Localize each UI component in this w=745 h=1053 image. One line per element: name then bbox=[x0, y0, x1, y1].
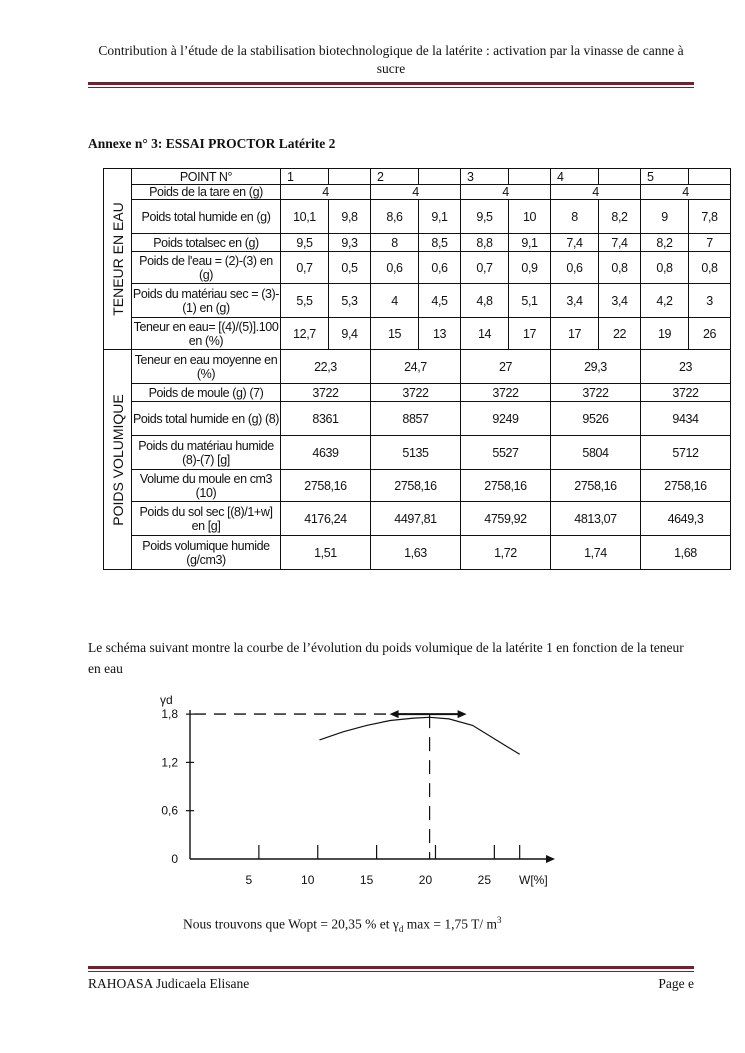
proctor-table bbox=[103, 168, 731, 570]
cell-value: 7,4 bbox=[611, 235, 628, 250]
row-label-text: Poids du matériau humide (8)-(7) [g] bbox=[138, 438, 274, 467]
table-cell bbox=[329, 200, 371, 234]
cell-value: 5712 bbox=[672, 445, 699, 460]
table-cell bbox=[551, 536, 641, 570]
table-cell bbox=[281, 185, 371, 200]
table-cell bbox=[281, 384, 371, 402]
footer-rule-thin bbox=[88, 971, 694, 972]
table-cell bbox=[419, 252, 461, 284]
cell-value: 1,63 bbox=[404, 545, 427, 560]
row-label bbox=[132, 536, 281, 570]
result-statement bbox=[183, 915, 501, 934]
table-cell bbox=[461, 436, 551, 470]
table-cell bbox=[461, 470, 551, 502]
table-cell bbox=[689, 234, 731, 252]
cell-value: 13 bbox=[432, 326, 447, 341]
cell-value: 4,5 bbox=[431, 293, 448, 308]
table-cell bbox=[599, 252, 641, 284]
cell-value: 3 bbox=[706, 293, 713, 308]
x-axis-arrowhead bbox=[546, 855, 555, 863]
gamma-symbol: γ bbox=[392, 916, 399, 932]
x-axis-label: W[%] bbox=[519, 873, 548, 887]
row-label bbox=[132, 350, 281, 384]
table-cell bbox=[419, 284, 461, 318]
table-cell bbox=[371, 384, 461, 402]
cell-value: 4176,24 bbox=[304, 511, 347, 526]
cell-value: 2758,16 bbox=[394, 478, 437, 493]
y-tick-label: 0,6 bbox=[161, 803, 178, 818]
header-rule bbox=[88, 82, 694, 85]
annex-title: Annexe n° 3: ESSAI PROCTOR Latérite 2 bbox=[88, 136, 336, 151]
y-tick-label: 1,8 bbox=[161, 707, 178, 722]
table-cell bbox=[371, 200, 419, 234]
point-header-label: POINT N° bbox=[179, 169, 233, 184]
row-label bbox=[132, 436, 281, 470]
footer-rule bbox=[88, 966, 694, 969]
cell-value: 9249 bbox=[492, 411, 519, 426]
empty-cell bbox=[599, 169, 641, 185]
table-cell bbox=[689, 252, 731, 284]
table-cell bbox=[641, 200, 689, 234]
page-header: Contribution à l’étude de la stabilisation biotechnologique de la latérite : activation par la vinasse de canne à sucre bbox=[98, 43, 684, 76]
table-cell bbox=[371, 234, 419, 252]
table-row bbox=[104, 436, 731, 470]
cell-value: 1,51 bbox=[314, 545, 337, 560]
cell-value: 9 bbox=[661, 209, 668, 224]
cell-value: 3722 bbox=[672, 385, 699, 400]
table-row bbox=[104, 318, 731, 350]
cell-value: 0,9 bbox=[521, 260, 538, 275]
cell-value: 0,8 bbox=[611, 260, 628, 275]
cell-value: 0,8 bbox=[701, 260, 718, 275]
row-label-text: Teneur en eau moyenne en (%) bbox=[134, 352, 278, 381]
cell-value: 8361 bbox=[312, 411, 339, 426]
table-row bbox=[104, 234, 731, 252]
table-cell bbox=[551, 402, 641, 436]
section-label-teneur-en-eau bbox=[104, 169, 132, 350]
cell-value: 9,5 bbox=[296, 235, 313, 250]
cell-value: 26 bbox=[702, 326, 717, 341]
cell-value: 17 bbox=[522, 326, 537, 341]
cell-value: 10,1 bbox=[293, 209, 316, 224]
table-cell bbox=[281, 252, 329, 284]
cell-value: 22,3 bbox=[314, 359, 337, 374]
table-cell bbox=[641, 185, 731, 200]
cell-value: 29,3 bbox=[584, 359, 607, 374]
table-cell bbox=[461, 200, 509, 234]
cell-value: 8 bbox=[571, 209, 578, 224]
footer-page-number: Page e bbox=[658, 976, 694, 991]
cell-value: 2758,16 bbox=[574, 478, 617, 493]
table-cell bbox=[371, 252, 419, 284]
table-cell bbox=[281, 502, 371, 536]
table-cell bbox=[551, 185, 641, 200]
table-cell bbox=[461, 185, 551, 200]
tangent-arrow-left bbox=[390, 710, 399, 718]
table-cell bbox=[641, 402, 731, 436]
table-cell bbox=[281, 234, 329, 252]
row-label bbox=[132, 284, 281, 318]
cell-value: 10 bbox=[522, 209, 537, 224]
x-tick-label: 15 bbox=[359, 873, 374, 887]
table-cell bbox=[329, 284, 371, 318]
cell-value: 3722 bbox=[492, 385, 519, 400]
table-cell bbox=[461, 402, 551, 436]
table-cell bbox=[551, 200, 599, 234]
empty-cell bbox=[419, 169, 461, 185]
tangent-arrow-right bbox=[458, 710, 467, 718]
row-label-text: Poids total humide en (g) (8) bbox=[132, 411, 280, 426]
table-row bbox=[104, 470, 731, 502]
point-number: 5 bbox=[647, 169, 654, 184]
table-cell bbox=[371, 284, 419, 318]
cell-value: 8,5 bbox=[431, 235, 448, 250]
row-label-text: Poids du matériau sec = (3)-(1) en (g) bbox=[132, 286, 280, 315]
result-middle: max = 1,75 T/ m bbox=[403, 916, 497, 932]
table-cell bbox=[371, 470, 461, 502]
empty-cell bbox=[509, 169, 551, 185]
cell-value: 5527 bbox=[492, 445, 519, 460]
cell-value: 8,6 bbox=[386, 209, 403, 224]
cell-value: 4 bbox=[391, 293, 398, 308]
cell-value: 3722 bbox=[582, 385, 609, 400]
cell-value: 4 bbox=[592, 185, 599, 199]
proctor-curve-chart bbox=[140, 690, 570, 900]
cell-value: 4 bbox=[322, 185, 329, 199]
y-tick-label: 1,2 bbox=[161, 755, 178, 770]
table-cell bbox=[281, 536, 371, 570]
row-label-text: Poids totalsec en (g) bbox=[153, 235, 259, 250]
row-label bbox=[132, 185, 281, 200]
cell-value: 24,7 bbox=[404, 359, 427, 374]
table-cell bbox=[641, 502, 731, 536]
point-number-cell bbox=[461, 169, 509, 185]
row-label-text: Poids de l'eau = (2)-(3) en (g) bbox=[139, 253, 273, 282]
table-cell bbox=[329, 234, 371, 252]
cell-value: 9526 bbox=[582, 411, 609, 426]
point-number: 1 bbox=[287, 169, 294, 184]
point-number-cell bbox=[371, 169, 419, 185]
cell-value: 4,8 bbox=[476, 293, 493, 308]
table-cell bbox=[419, 234, 461, 252]
table-cell bbox=[509, 284, 551, 318]
x-tick-label: 10 bbox=[301, 873, 315, 887]
cell-value: 8 bbox=[391, 235, 398, 250]
table-cell bbox=[689, 284, 731, 318]
cell-value: 0,5 bbox=[341, 260, 358, 275]
table-cell bbox=[599, 200, 641, 234]
table-cell bbox=[371, 536, 461, 570]
cell-value: 1,68 bbox=[674, 545, 697, 560]
table-cell bbox=[419, 200, 461, 234]
table-cell bbox=[371, 436, 461, 470]
cell-value: 19 bbox=[657, 326, 672, 341]
cell-value: 4 bbox=[412, 185, 419, 199]
cell-value: 0,8 bbox=[656, 260, 673, 275]
proctor-curve bbox=[320, 717, 520, 754]
cell-value: 0,6 bbox=[386, 260, 403, 275]
section-label-poids-volumique bbox=[104, 350, 132, 570]
cell-value: 5,5 bbox=[296, 293, 313, 308]
cell-value: 8857 bbox=[402, 411, 429, 426]
x-tick-label: 25 bbox=[477, 873, 492, 887]
table-cell bbox=[689, 318, 731, 350]
section-label-text: POIDS VOLUMIQUE bbox=[109, 393, 126, 526]
table-cell bbox=[551, 470, 641, 502]
cell-value: 0,6 bbox=[431, 260, 448, 275]
cell-value: 22 bbox=[612, 326, 627, 341]
row-label bbox=[132, 200, 281, 234]
table-cell bbox=[599, 284, 641, 318]
table-cell bbox=[371, 318, 419, 350]
table-cell bbox=[461, 318, 509, 350]
y-tick-label: 0 bbox=[171, 852, 178, 866]
cell-value: 4 bbox=[682, 185, 689, 199]
cell-value: 3722 bbox=[312, 385, 339, 400]
table-cell bbox=[329, 252, 371, 284]
table-cell bbox=[419, 318, 461, 350]
cell-value: 0,7 bbox=[476, 260, 493, 275]
cell-value: 9,5 bbox=[476, 209, 493, 224]
row-label-text: Poids de moule (g) (7) bbox=[148, 385, 264, 400]
cell-value: 8,2 bbox=[611, 209, 628, 224]
x-tick-label: 20 bbox=[418, 873, 433, 887]
table-cell bbox=[641, 234, 689, 252]
cell-value: 1,72 bbox=[494, 545, 517, 560]
table-cell bbox=[461, 502, 551, 536]
point-number-cell bbox=[641, 169, 689, 185]
cell-value: 4,2 bbox=[656, 293, 673, 308]
row-label bbox=[132, 402, 281, 436]
table-cell bbox=[641, 350, 731, 384]
table-cell bbox=[551, 252, 599, 284]
gamma-subscript: d bbox=[398, 924, 404, 935]
cell-value: 8,8 bbox=[476, 235, 493, 250]
table-cell bbox=[551, 284, 599, 318]
table-cell bbox=[281, 200, 329, 234]
cell-value: 2758,16 bbox=[484, 478, 527, 493]
empty-cell bbox=[329, 169, 371, 185]
cell-value: 4649,3 bbox=[667, 511, 704, 526]
point-number: 4 bbox=[557, 169, 564, 184]
cell-value: 7 bbox=[706, 235, 713, 250]
table-row bbox=[104, 200, 731, 234]
cell-value: 15 bbox=[387, 326, 402, 341]
row-label bbox=[132, 384, 281, 402]
row-label bbox=[132, 318, 281, 350]
row-label-text: Teneur en eau= [(4)/(5)].100 en (%) bbox=[133, 319, 279, 348]
cell-value: 1,74 bbox=[584, 545, 607, 560]
table-cell bbox=[281, 318, 329, 350]
table-cell bbox=[371, 402, 461, 436]
table-cell bbox=[509, 200, 551, 234]
table-row bbox=[104, 252, 731, 284]
table-cell bbox=[599, 318, 641, 350]
table-cell bbox=[641, 436, 731, 470]
cell-value: 27 bbox=[498, 359, 513, 374]
table-cell bbox=[641, 284, 689, 318]
cell-value: 4759,92 bbox=[484, 511, 527, 526]
point-number-cell bbox=[551, 169, 599, 185]
table-row bbox=[104, 185, 731, 200]
section-label-text: TENEUR EN EAU bbox=[109, 202, 126, 316]
proctor-table-container bbox=[103, 168, 731, 570]
table-cell bbox=[509, 234, 551, 252]
table-cell bbox=[461, 252, 509, 284]
table-cell bbox=[551, 436, 641, 470]
cell-value: 5804 bbox=[582, 445, 609, 460]
table-cell bbox=[371, 502, 461, 536]
table-cell bbox=[641, 252, 689, 284]
table-cell bbox=[599, 234, 641, 252]
table-row bbox=[104, 169, 731, 185]
cell-value: 17 bbox=[567, 326, 582, 341]
cell-value: 2758,16 bbox=[664, 478, 707, 493]
cell-value: 3,4 bbox=[566, 293, 583, 308]
table-cell bbox=[641, 318, 689, 350]
table-row bbox=[104, 502, 731, 536]
unit-exponent: 3 bbox=[496, 915, 502, 925]
cell-value: 12,7 bbox=[293, 326, 316, 341]
table-cell bbox=[551, 234, 599, 252]
table-cell bbox=[551, 350, 641, 384]
row-label bbox=[132, 502, 281, 536]
cell-value: 5,3 bbox=[341, 293, 358, 308]
table-row bbox=[104, 350, 731, 384]
cell-value: 8,2 bbox=[656, 235, 673, 250]
cell-value: 14 bbox=[477, 326, 492, 341]
table-cell bbox=[461, 284, 509, 318]
row-label-text: Poids volumique humide (g/cm3) bbox=[142, 538, 270, 567]
table-cell bbox=[281, 436, 371, 470]
table-cell bbox=[641, 384, 731, 402]
result-prefix: Nous trouvons que Wopt = 20,35 % et bbox=[183, 916, 393, 932]
row-label-text: Poids total humide en (g) bbox=[141, 209, 271, 224]
table-cell bbox=[329, 318, 371, 350]
cell-value: 4497,81 bbox=[394, 511, 437, 526]
table-cell bbox=[551, 502, 641, 536]
row-label-text: Poids du sol sec [(8)/1+w] en [g] bbox=[139, 504, 273, 533]
table-cell bbox=[461, 536, 551, 570]
cell-value: 4639 bbox=[312, 445, 339, 460]
cell-value: 9,1 bbox=[521, 235, 538, 250]
y-axis-label: γd bbox=[160, 693, 173, 707]
cell-value: 23 bbox=[678, 359, 693, 374]
table-cell bbox=[281, 470, 371, 502]
table-cell bbox=[641, 536, 731, 570]
table-cell bbox=[509, 252, 551, 284]
point-number: 3 bbox=[467, 169, 474, 184]
table-cell bbox=[689, 200, 731, 234]
cell-value: 7,8 bbox=[701, 209, 718, 224]
table-row bbox=[104, 384, 731, 402]
table-cell bbox=[371, 185, 461, 200]
cell-value: 9,1 bbox=[431, 209, 448, 224]
point-header-cell bbox=[132, 169, 281, 185]
cell-value: 3,4 bbox=[611, 293, 628, 308]
table-cell bbox=[461, 384, 551, 402]
row-label-text: Poids de la tare en (g) bbox=[149, 185, 263, 199]
table-cell bbox=[281, 284, 329, 318]
table-cell bbox=[371, 350, 461, 384]
cell-value: 4 bbox=[502, 185, 509, 199]
point-number-cell bbox=[281, 169, 329, 185]
row-label bbox=[132, 470, 281, 502]
cell-value: 3722 bbox=[402, 385, 429, 400]
table-row bbox=[104, 536, 731, 570]
point-number: 2 bbox=[377, 169, 384, 184]
table-cell bbox=[281, 402, 371, 436]
row-label bbox=[132, 252, 281, 284]
table-row bbox=[104, 284, 731, 318]
chart-intro-text: Le schéma suivant montre la courbe de l’évolution du poids volumique de la latérite 1 en fonction de la teneur en eau bbox=[88, 640, 684, 676]
table-cell bbox=[509, 318, 551, 350]
cell-value: 4813,07 bbox=[574, 511, 617, 526]
empty-cell bbox=[689, 169, 731, 185]
table-cell bbox=[551, 318, 599, 350]
cell-value: 9,4 bbox=[341, 326, 358, 341]
table-row bbox=[104, 402, 731, 436]
cell-value: 7,4 bbox=[566, 235, 583, 250]
cell-value: 9,3 bbox=[341, 235, 358, 250]
table-cell bbox=[281, 350, 371, 384]
cell-value: 0,6 bbox=[566, 260, 583, 275]
header-rule-thin bbox=[88, 87, 694, 88]
table-cell bbox=[461, 234, 509, 252]
table-cell bbox=[551, 384, 641, 402]
cell-value: 2758,16 bbox=[304, 478, 347, 493]
cell-value: 5,1 bbox=[521, 293, 538, 308]
row-label bbox=[132, 234, 281, 252]
cell-value: 9,8 bbox=[341, 209, 358, 224]
row-label-text: Volume du moule en cm3 (10) bbox=[139, 471, 273, 500]
x-tick-label: 5 bbox=[245, 873, 253, 887]
table-cell bbox=[461, 350, 551, 384]
cell-value: 5135 bbox=[402, 445, 429, 460]
table-cell bbox=[641, 470, 731, 502]
footer-author: RAHOASA Judicaela Elisane bbox=[88, 976, 250, 991]
cell-value: 9434 bbox=[672, 411, 699, 426]
cell-value: 0,7 bbox=[296, 260, 313, 275]
